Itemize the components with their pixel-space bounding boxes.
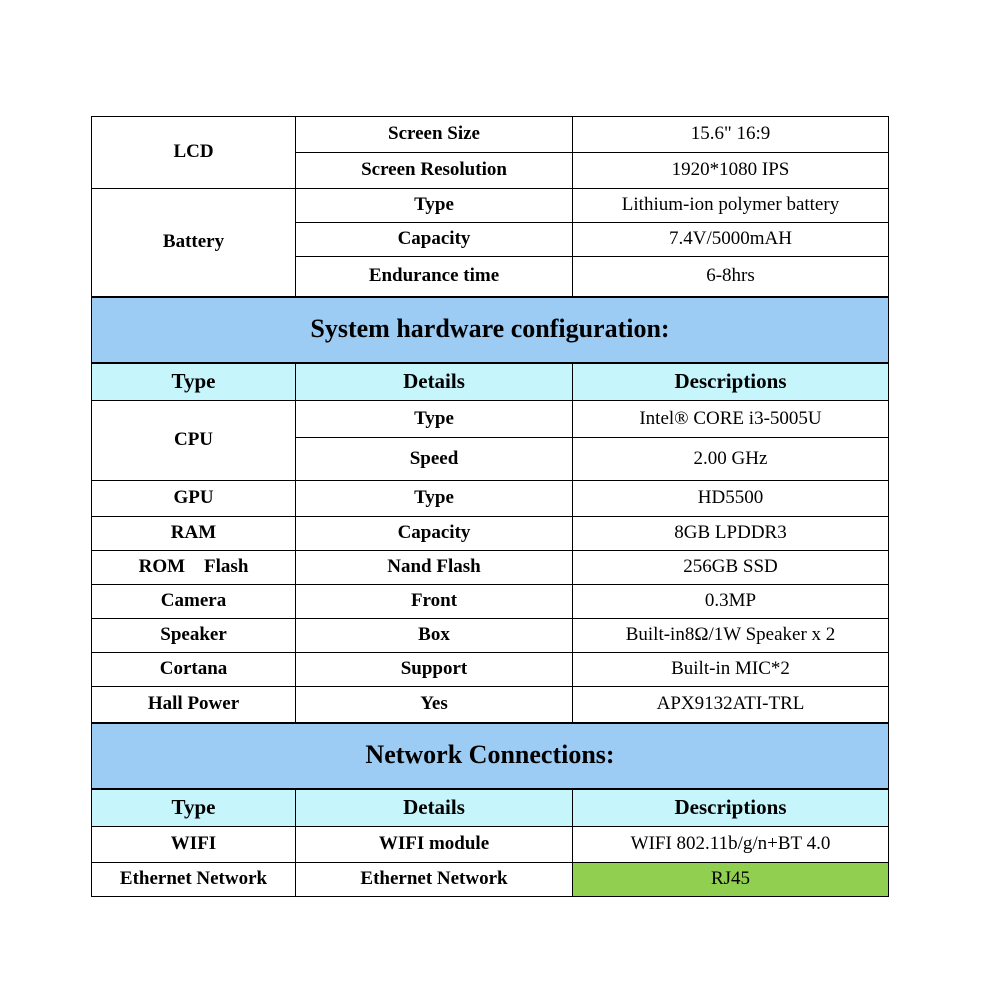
battery-type-cell: Battery xyxy=(92,189,296,297)
row-desc-cell-highlight: RJ45 xyxy=(573,863,889,897)
header-row xyxy=(92,363,889,401)
row-type-cell: GPU xyxy=(92,481,296,517)
table-row xyxy=(92,619,889,653)
row-detail-cell: Front xyxy=(296,585,573,619)
row-desc-cell: WIFI 802.11b/g/n+BT 4.0 xyxy=(573,827,889,863)
section-row xyxy=(92,723,889,789)
battery-detail-cell: Endurance time xyxy=(296,257,573,297)
row-type-cell: Cortana xyxy=(92,653,296,687)
spec-table xyxy=(91,116,889,897)
row-type-cell: RAM xyxy=(92,517,296,551)
row-desc-cell: Built-in8Ω/1W Speaker x 2 xyxy=(573,619,889,653)
cpu-detail-cell: Type xyxy=(296,401,573,438)
network-desc-header: Descriptions xyxy=(573,789,889,827)
row-detail-cell: Support xyxy=(296,653,573,687)
row-type-cell: Hall Power xyxy=(92,687,296,723)
network-section-title: Network Connections: xyxy=(92,723,889,789)
header-row xyxy=(92,789,889,827)
table-row xyxy=(92,687,889,723)
system-section-title: System hardware configuration: xyxy=(92,297,889,363)
cpu-type-cell: CPU xyxy=(92,401,296,481)
row-type-cell: ROM Flash xyxy=(92,551,296,585)
battery-detail-cell: Type xyxy=(296,189,573,223)
row-detail-cell: Ethernet Network xyxy=(296,863,573,897)
row-desc-cell: Built-in MIC*2 xyxy=(573,653,889,687)
row-type-cell: Ethernet Network xyxy=(92,863,296,897)
table-row xyxy=(92,401,889,438)
table-row xyxy=(92,653,889,687)
row-desc-cell: HD5500 xyxy=(573,481,889,517)
row-type-cell: WIFI xyxy=(92,827,296,863)
row-desc-cell: 8GB LPDDR3 xyxy=(573,517,889,551)
table-row xyxy=(92,585,889,619)
lcd-type-cell: LCD xyxy=(92,117,296,189)
row-detail-cell: Yes xyxy=(296,687,573,723)
row-desc-cell: 0.3MP xyxy=(573,585,889,619)
row-detail-cell: Box xyxy=(296,619,573,653)
battery-desc-cell: 7.4V/5000mAH xyxy=(573,223,889,257)
lcd-detail-cell: Screen Resolution xyxy=(296,153,573,189)
network-type-header: Type xyxy=(92,789,296,827)
lcd-detail-cell: Screen Size xyxy=(296,117,573,153)
row-detail-cell: WIFI module xyxy=(296,827,573,863)
network-details-header: Details xyxy=(296,789,573,827)
table-row xyxy=(92,117,889,153)
lcd-desc-cell: 1920*1080 IPS xyxy=(573,153,889,189)
system-desc-header: Descriptions xyxy=(573,363,889,401)
row-type-cell: Speaker xyxy=(92,619,296,653)
cpu-desc-cell: 2.00 GHz xyxy=(573,438,889,481)
table-row xyxy=(92,827,889,863)
battery-desc-cell: Lithium-ion polymer battery xyxy=(573,189,889,223)
row-desc-cell: APX9132ATI-TRL xyxy=(573,687,889,723)
row-type-cell: Camera xyxy=(92,585,296,619)
table-row xyxy=(92,517,889,551)
table-row xyxy=(92,551,889,585)
section-row xyxy=(92,297,889,363)
battery-desc-cell: 6-8hrs xyxy=(573,257,889,297)
battery-detail-cell: Capacity xyxy=(296,223,573,257)
system-details-header: Details xyxy=(296,363,573,401)
table-row xyxy=(92,481,889,517)
table-row xyxy=(92,189,889,223)
table-row xyxy=(92,863,889,897)
cpu-desc-cell: Intel® CORE i3-5005U xyxy=(573,401,889,438)
row-desc-cell: 256GB SSD xyxy=(573,551,889,585)
system-type-header: Type xyxy=(92,363,296,401)
lcd-desc-cell: 15.6" 16:9 xyxy=(573,117,889,153)
row-detail-cell: Type xyxy=(296,481,573,517)
cpu-detail-cell: Speed xyxy=(296,438,573,481)
row-detail-cell: Capacity xyxy=(296,517,573,551)
row-detail-cell: Nand Flash xyxy=(296,551,573,585)
